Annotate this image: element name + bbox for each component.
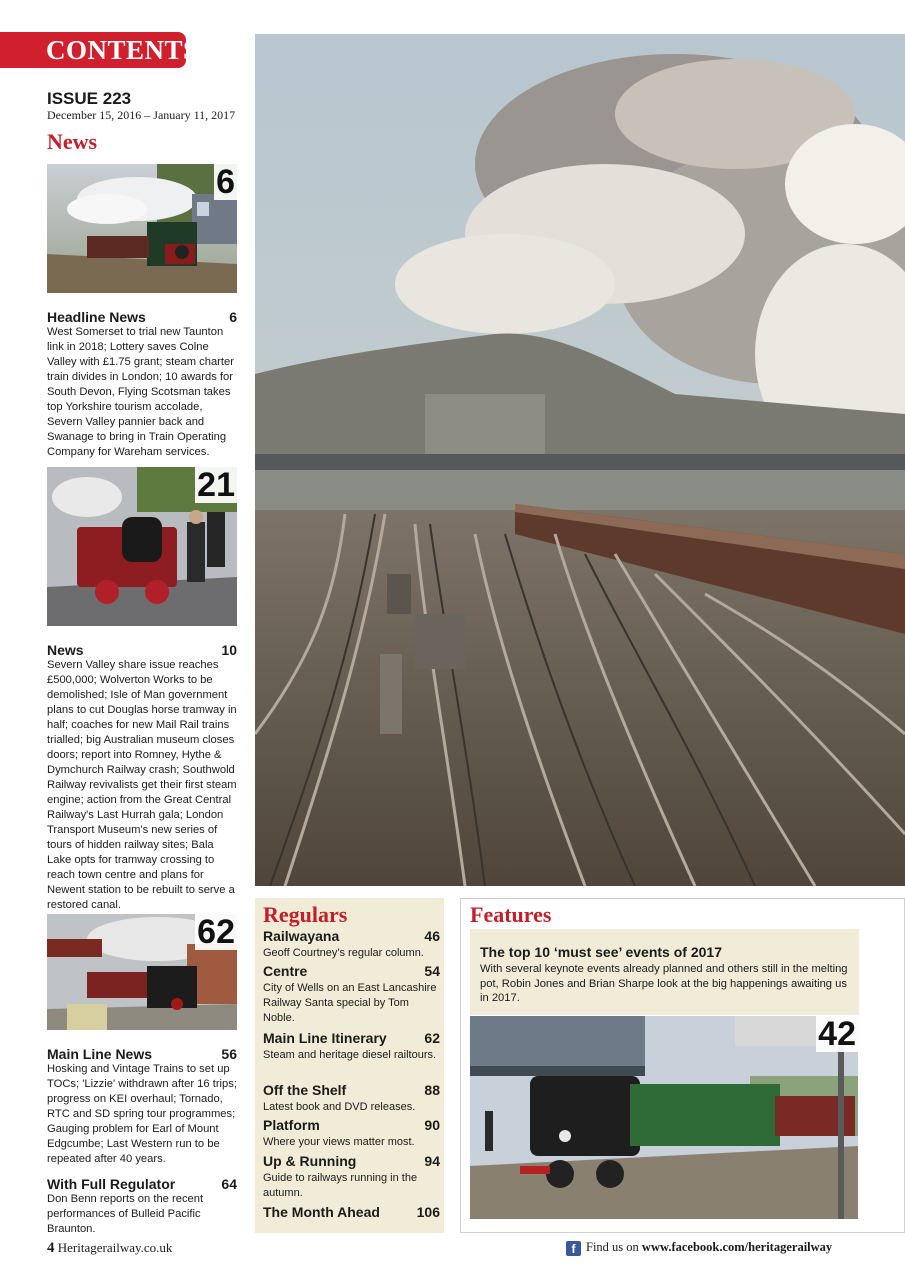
item-page: 56 bbox=[221, 1046, 237, 1062]
features-heading: Features bbox=[470, 902, 552, 927]
photo-page-number: 62 bbox=[197, 914, 235, 951]
contents-banner bbox=[0, 32, 199, 68]
news-photo bbox=[47, 467, 237, 626]
item-description: Where your views matter most. bbox=[263, 1136, 415, 1148]
find-us-text: Find us on bbox=[586, 1240, 642, 1254]
regular-item-main-line-itinerary bbox=[263, 1030, 440, 1063]
contents-title: CONTENTS bbox=[46, 35, 199, 65]
cover-feature-photo bbox=[255, 34, 905, 886]
item-page: 88 bbox=[424, 1082, 440, 1098]
item-description: Don Benn reports on the recent performances of Bulleid Pacific Braunton. bbox=[47, 1193, 204, 1235]
item-page: 6 bbox=[229, 309, 237, 325]
item-page: 62 bbox=[424, 1030, 440, 1046]
item-description: Steam and heritage diesel railtours. bbox=[263, 1049, 437, 1061]
news-heading: News bbox=[47, 129, 98, 154]
issue-number: ISSUE 223 bbox=[47, 89, 132, 108]
item-title: With Full Regulator bbox=[47, 1176, 176, 1192]
regular-item-off-the-shelf bbox=[263, 1082, 440, 1115]
feature-title: The top 10 ‘must see’ events of 2017 bbox=[480, 944, 722, 960]
item-title: News bbox=[47, 642, 84, 658]
item-page: 106 bbox=[416, 1204, 440, 1220]
item-description: Latest book and DVD releases. bbox=[263, 1101, 416, 1113]
news-item-headline bbox=[47, 309, 237, 460]
item-title: Main Line News bbox=[47, 1046, 153, 1062]
site-name: Heritagerailway.co.uk bbox=[57, 1240, 173, 1255]
footer-facebook bbox=[566, 1240, 832, 1256]
item-description: City of Wells on an East Lancashire Railway Santa special by Tom Noble. bbox=[263, 982, 437, 1024]
news-item-main-line bbox=[47, 1046, 237, 1167]
regulars-panel bbox=[255, 898, 444, 1233]
regular-item-railwayana bbox=[263, 928, 440, 961]
facebook-icon: f bbox=[566, 1241, 581, 1256]
item-title: Centre bbox=[263, 963, 308, 979]
item-page: 94 bbox=[424, 1153, 440, 1169]
item-title: Headline News bbox=[47, 309, 146, 325]
item-title: Up & Running bbox=[263, 1153, 357, 1169]
item-description: Geoff Courtney's regular column. bbox=[263, 947, 424, 959]
item-title: Platform bbox=[263, 1117, 320, 1133]
main-line-news-photo bbox=[47, 914, 237, 1030]
regular-item-platform bbox=[263, 1117, 440, 1150]
feature-summary bbox=[470, 929, 859, 1015]
item-title: The Month Ahead bbox=[263, 1204, 380, 1220]
feature-description: With several keynote events already planned and others still in the melting pot, Robin Jones and Brian Sharpe look at the big happenings awaiting us in 2017. bbox=[480, 963, 848, 1004]
page-number: 4 bbox=[47, 1240, 55, 1256]
photo-page-number: 42 bbox=[818, 1016, 856, 1053]
item-page: 90 bbox=[424, 1117, 440, 1133]
photo-page-number: 6 bbox=[216, 164, 235, 201]
regular-item-up-and-running bbox=[263, 1153, 440, 1201]
item-page: 10 bbox=[221, 642, 237, 658]
item-description: Hosking and Vintage Trains to set up TOCs; 'Lizzie' withdrawn after 16 trips; progress on KEI overhaul; Tornado, RTC and SD spring tour programmes; Gauging problem for Earl of Mount Edgcumbe; Last Western run to be repeated after 40 years. bbox=[47, 1063, 237, 1165]
item-title: Off the Shelf bbox=[263, 1082, 347, 1098]
item-title: Railwayana bbox=[263, 928, 340, 944]
feature-photo bbox=[470, 1016, 858, 1219]
facebook-link[interactable]: www.facebook.com/heritagerailway bbox=[641, 1240, 833, 1254]
issue-dates: December 15, 2016 – January 11, 2017 bbox=[47, 108, 236, 122]
regulars-heading: Regulars bbox=[263, 902, 348, 927]
regular-item-centre bbox=[263, 963, 440, 1026]
item-page: 64 bbox=[221, 1176, 237, 1192]
photo-page-number: 21 bbox=[197, 467, 235, 504]
item-page: 46 bbox=[424, 928, 440, 944]
news-item-full-regulator bbox=[47, 1176, 237, 1237]
item-description: Severn Valley share issue reaches £500,000; Wolverton Works to be demolished; Isle of Man government plans to cut Douglas horse tramway in half; coaches for new Mail Rail trains trialled; big Australian museum closes doors; report into Romney, Hythe & Dymchurch Railway crash; Southwold Railway revivalists get their first steam engine; action from the Great Central Railway's Last Hurrah gala; London Transport Museum's new series of tours of hidden railway sites; Bala Lake opts for tramway crossing to reach town centre and plans for Newent station to be rebuilt to serve a restored canal. bbox=[47, 659, 237, 911]
regular-item-month-ahead bbox=[263, 1204, 440, 1222]
news-item-news bbox=[47, 642, 237, 913]
item-description: Guide to railways running in the autumn. bbox=[263, 1172, 418, 1199]
item-title: Main Line Itinerary bbox=[263, 1030, 387, 1046]
item-description: West Somerset to trial new Taunton link in 2018; Lottery saves Colne Valley with £1.75 grant; steam charter train divides in London; 10 awards for South Devon, Flying Scotsman takes top Yorkshire tourism accolade, Severn Valley pannier back and Swanage to bring in Train Operating Company for Wareham services. bbox=[47, 326, 234, 458]
headline-news-photo bbox=[47, 164, 237, 293]
footer-folio bbox=[47, 1240, 172, 1257]
item-page: 54 bbox=[424, 963, 440, 979]
